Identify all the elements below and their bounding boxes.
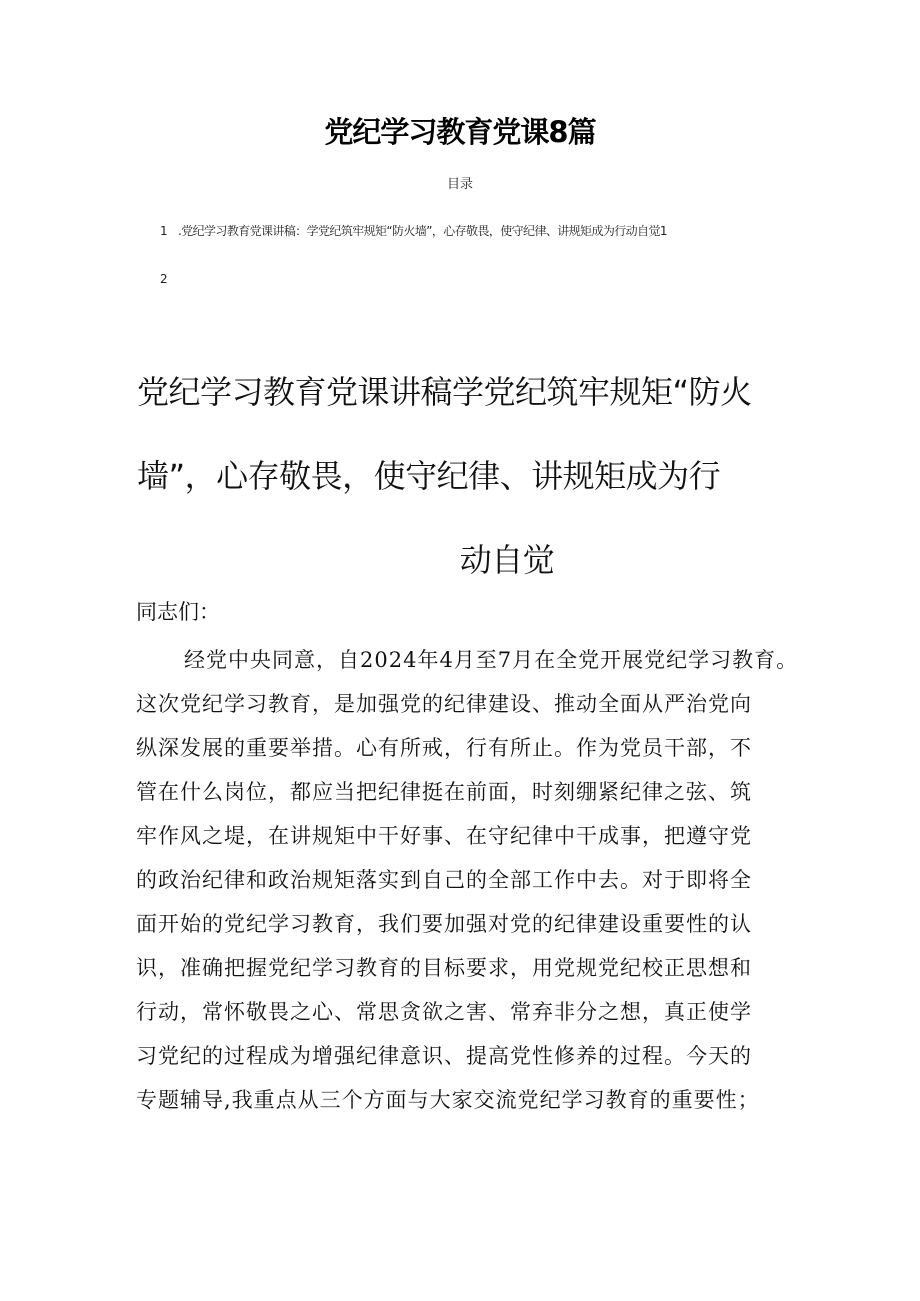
- paragraph: [136, 646, 799, 1114]
- body-text: [136, 598, 799, 1130]
- document-title: 党纪学习教育党课8篇: [324, 115, 596, 149]
- section-title-line: 墙”，心存敬畏，使守纪律、讲规矩成为行: [137, 457, 721, 495]
- paragraph-line: 识，准确把握党纪学习教育的目标要求，用党规党纪校正思想和: [136, 956, 752, 980]
- toc-entry-number: 2: [160, 272, 168, 286]
- toc-entry[interactable]: [160, 222, 667, 240]
- section-title-line: 党纪学习教育党课讲稿学党纪筑牢规矩“防火: [137, 373, 752, 411]
- toc-entry-number: 1: [160, 224, 168, 238]
- paragraph-line: 纵深发展的重要举措。心有所戒，行有所止。作为党员干部，不: [136, 736, 752, 760]
- section-title: [137, 370, 777, 582]
- paragraph-line: 经党中央同意，自2024年4月至7月在全党开展党纪学习教育。: [184, 648, 799, 672]
- paragraph-line: 面开始的党纪学习教育，我们要加强对党的纪律建设重要性的认: [136, 912, 752, 936]
- paragraph-line: 习党纪的过程成为增强纪律意识、提高党性修养的过程。今天的: [136, 1044, 752, 1068]
- paragraph-line: 专题辅导,我重点从三个方面与大家交流党纪学习教育的重要性；: [136, 1088, 760, 1112]
- paragraph-line: 牢作风之堤，在讲规矩中干好事、在守纪律中干成事，把遵守党: [136, 824, 752, 848]
- toc-entry[interactable]: [160, 270, 178, 288]
- section-title-line: 动自觉: [459, 541, 555, 579]
- paragraph-line: 这次党纪学习教育，是加强党的纪律建设、推动全面从严治党向: [136, 692, 752, 716]
- toc-entry-text: .党纪学习教育党课讲稿：学党纪筑牢规矩“防火墙”，心存敬畏，使守纪律、讲规矩成为行动自觉1: [178, 224, 667, 238]
- paragraph-line: 管在什么岗位，都应当把纪律挺在前面，时刻绷紧纪律之弦、筑: [136, 780, 752, 804]
- toc-heading: 目录: [446, 177, 473, 192]
- salutation: 同志们：: [136, 600, 220, 624]
- paragraph-line: 行动，常怀敬畏之心、常思贪欲之害、常弃非分之想，真正使学: [136, 1000, 752, 1024]
- paragraph-line: 的政治纪律和政治规矩落实到自己的全部工作中去。对于即将全: [136, 868, 752, 892]
